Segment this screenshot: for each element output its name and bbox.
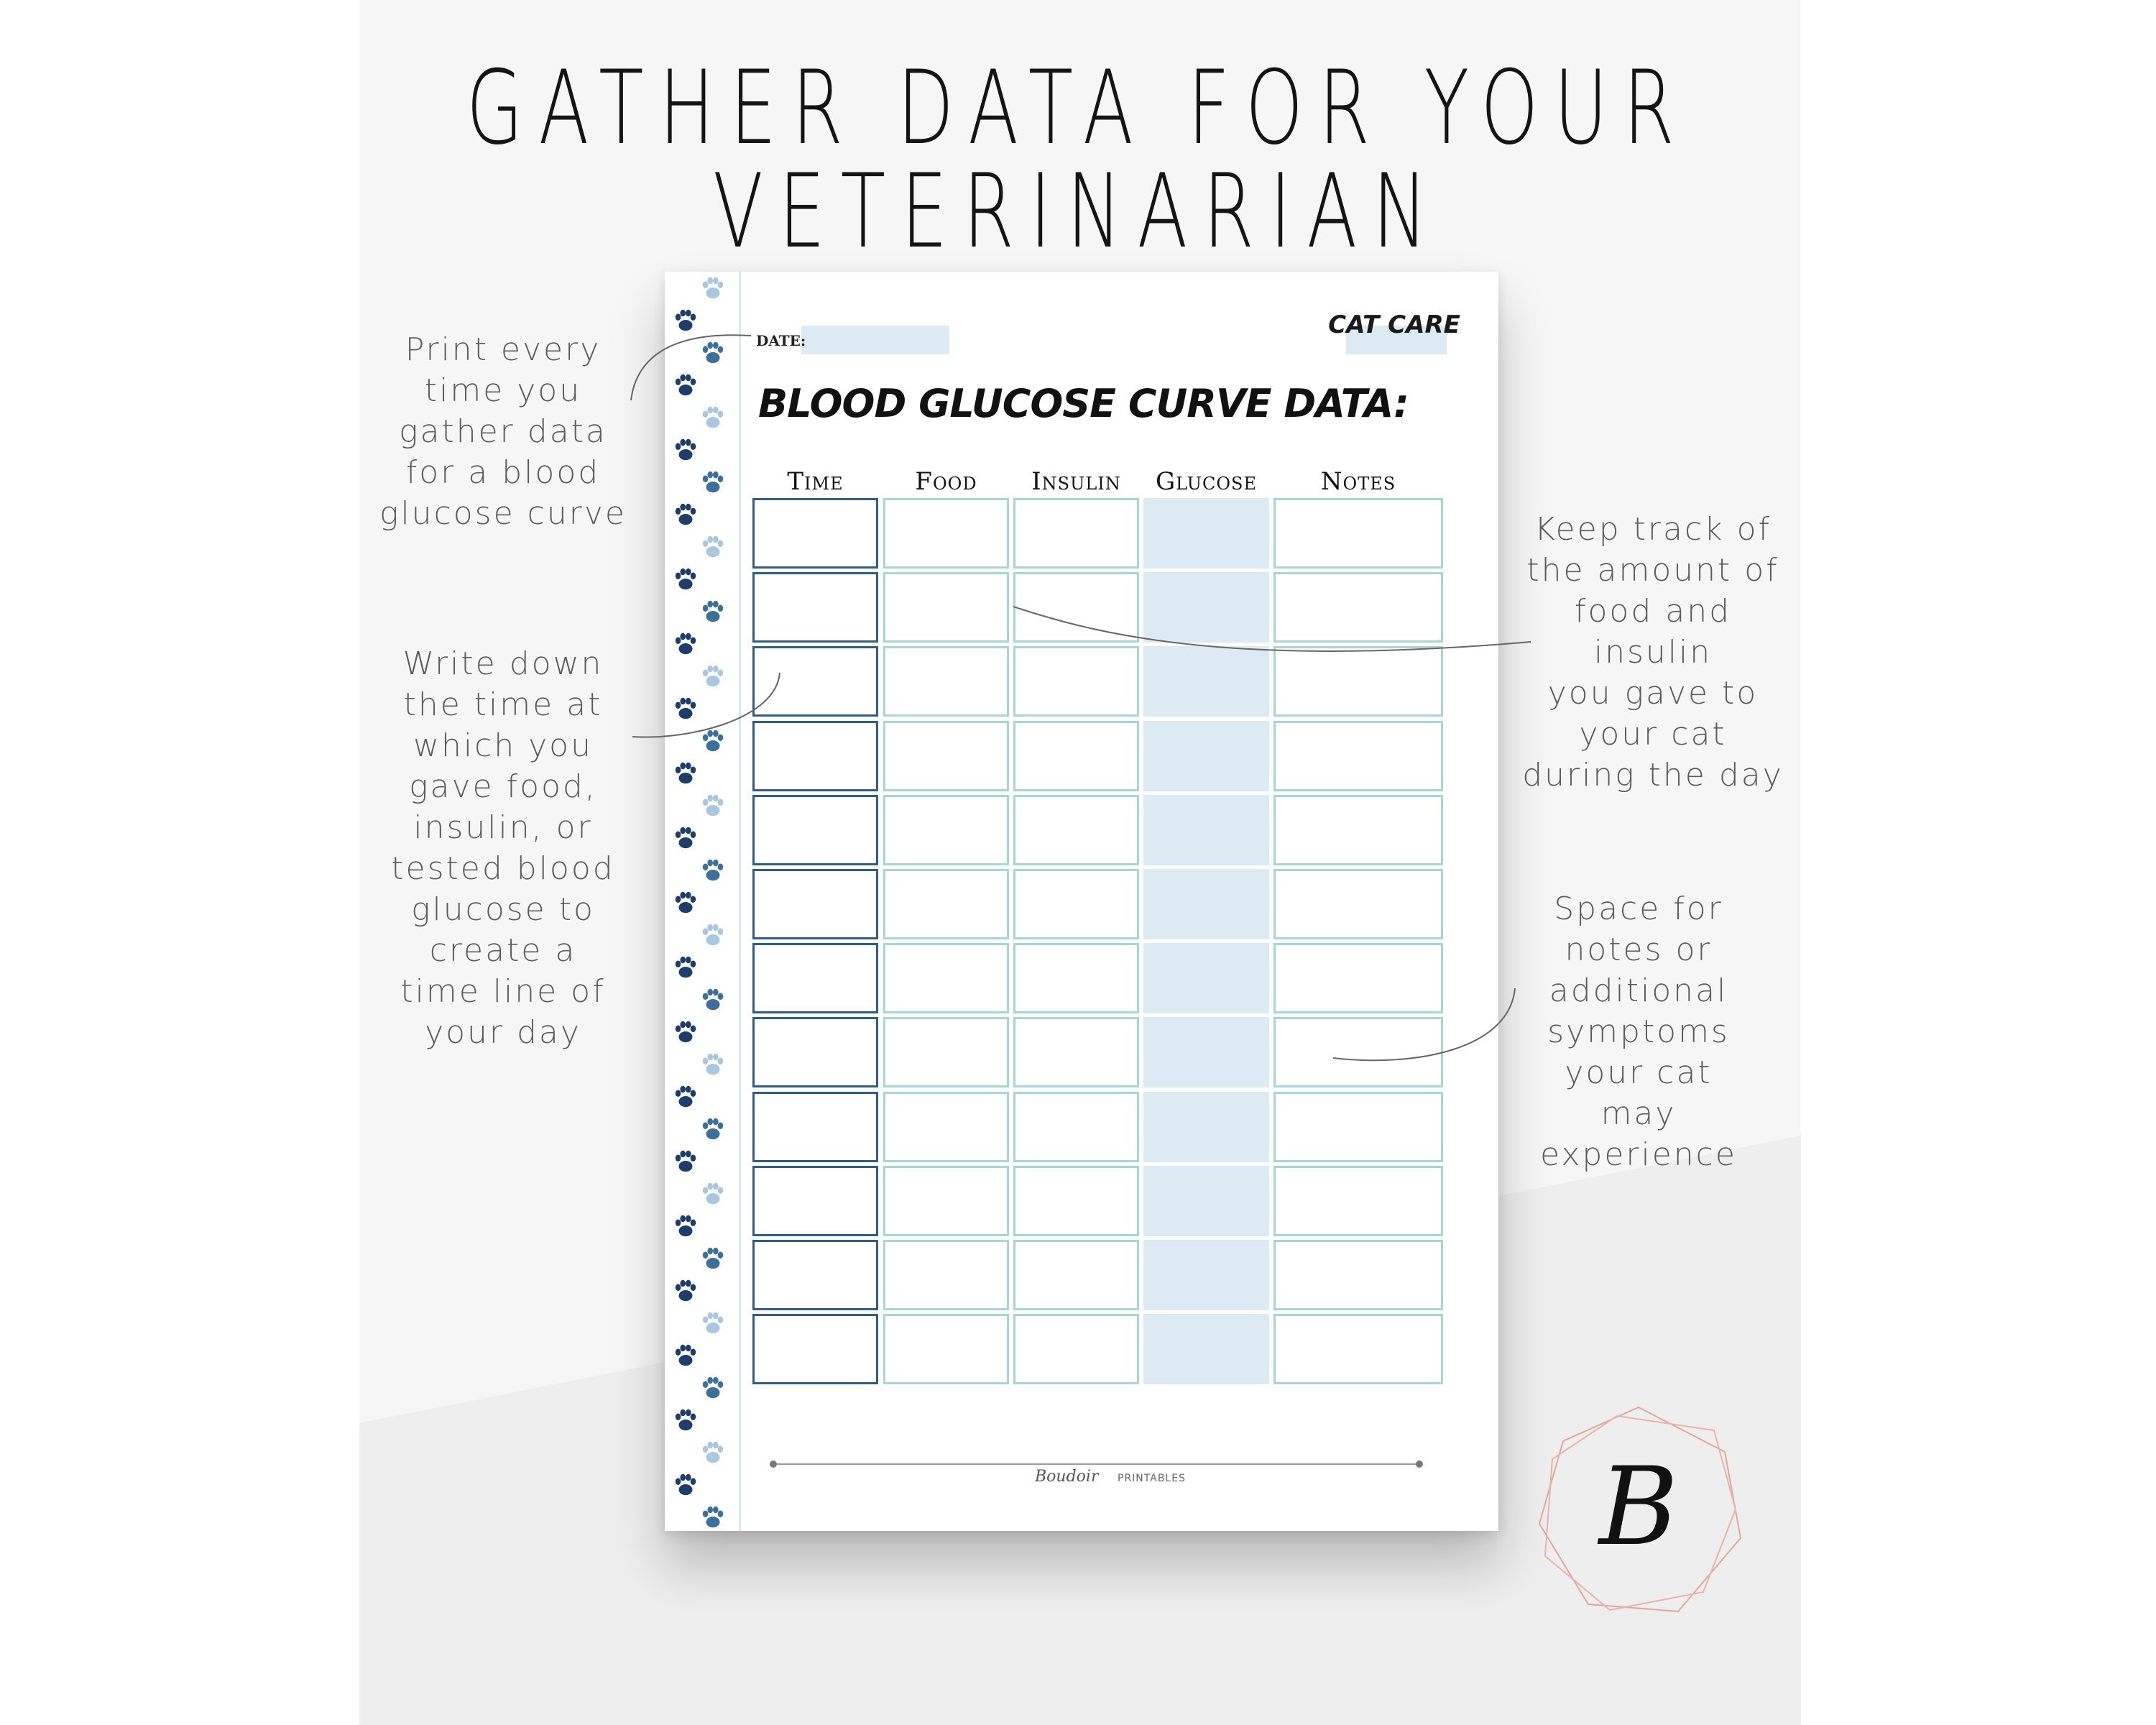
leader-line-food bbox=[1013, 607, 1531, 651]
logo-letter: B bbox=[1598, 1445, 1679, 1570]
leader-line-notes bbox=[1333, 988, 1515, 1060]
category-label: CAT CARE bbox=[1328, 310, 1460, 339]
callout-notes-space: Space for notes or additional symptoms your cat may experience bbox=[1540, 891, 1737, 1173]
headline-line-2: VETERINARIAN bbox=[712, 152, 1444, 271]
column-header-insulin: Insulin bbox=[1031, 467, 1121, 496]
column-header-notes: Notes bbox=[1320, 467, 1396, 496]
sheet-title: BLOOD GLUCOSE CURVE DATA: bbox=[758, 381, 1409, 426]
footer-printables: PRINTABLES bbox=[1118, 1473, 1186, 1484]
leader-line-print bbox=[631, 335, 751, 400]
callout-print-every-time: Print every time you gather data for a blood glucose curve bbox=[379, 331, 627, 532]
callout-write-down-time: Write down the time at which you gave food, insulin, or tested blood glucose to create a time line of your day bbox=[391, 645, 615, 1051]
column-header-time: Time bbox=[787, 467, 844, 496]
footer-brand: Boudoir bbox=[1035, 1468, 1099, 1486]
column-header-glucose: Glucose bbox=[1155, 467, 1257, 496]
date-label: DATE: bbox=[756, 332, 806, 349]
leader-line-time bbox=[632, 673, 780, 737]
callout-track-food-insulin: Keep track of the amount of food and insulin you gave to your cat during the day bbox=[1522, 511, 1784, 794]
headline-line-1: GATHER DATA FOR YOUR bbox=[466, 49, 1690, 167]
column-header-food: Food bbox=[915, 467, 977, 496]
